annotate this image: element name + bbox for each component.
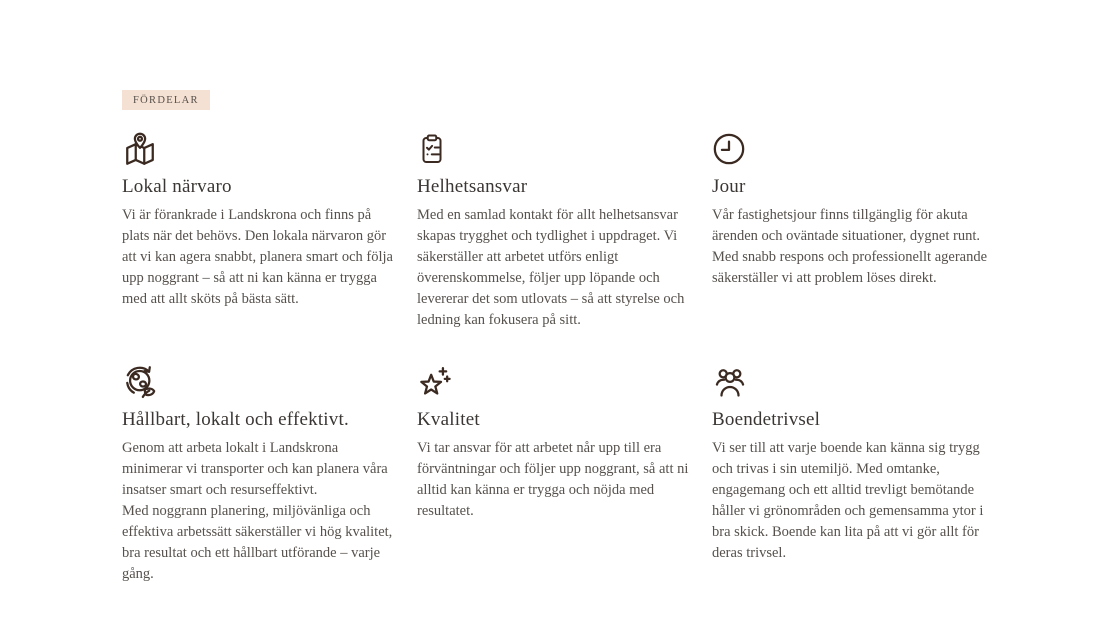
clipboard-checklist-icon bbox=[417, 132, 695, 166]
globe-leaf-icon bbox=[122, 365, 400, 399]
card-body: Vår fastighetsjour finns tillgänglig för akuta ärenden och oväntade situationer, dygnet runt. Med snabb respons och professionellt agerande säkerställer vi att problem löses direkt. bbox=[712, 207, 988, 286]
card-title: Jour bbox=[712, 176, 746, 197]
star-sparkles-icon bbox=[417, 365, 695, 399]
benefit-card-boendetrivsel bbox=[712, 365, 990, 585]
card-title: Lokal närvaro bbox=[122, 176, 232, 197]
card-title: Hållbart, lokalt och effektivt. bbox=[122, 409, 349, 430]
benefit-card-lokal-narvaro bbox=[122, 132, 400, 331]
benefit-card-helhetsansvar bbox=[417, 132, 695, 331]
card-body: Med en samlad kontakt för allt helhetsansvar skapas trygghet och tydlighet i uppdraget. Vi säkerställer att arbetet utförs enligt överenskommelse, följer upp löpande och levererar det som utlovats – så att styrelse och ledning kan fokusera på sitt. bbox=[417, 207, 685, 328]
people-group-icon bbox=[712, 365, 990, 399]
benefit-card-jour bbox=[712, 132, 990, 331]
card-body: Vi ser till att varje boende kan känna sig trygg och trivas i sin utemiljö. Med omtanke, engagemang och ett alltid trevligt bemötande håller vi grönområden och gemensamma ytor i bra skick. Boende kan lita på att vi gör allt för deras trivsel. bbox=[712, 440, 984, 561]
card-body: Vi tar ansvar för att arbetet når upp till era förväntningar och följer upp noggrant, så att ni alltid kan känna er trygga och nöjda med resultatet. bbox=[417, 440, 689, 519]
clock-icon bbox=[712, 132, 990, 166]
card-title: Kvalitet bbox=[417, 409, 480, 430]
section-badge: FÖRDELAR bbox=[122, 90, 210, 110]
map-pin-icon bbox=[122, 132, 400, 166]
benefit-card-kvalitet bbox=[417, 365, 695, 585]
benefit-card-hallbart bbox=[122, 365, 400, 585]
card-body-paragraph: Med noggrann planering, miljövänliga och effektiva arbetssätt säkerställer vi hög kvalitet, bra resultat och ett hållbart utförande – varje gång. bbox=[122, 503, 393, 582]
card-title: Boendetrivsel bbox=[712, 409, 821, 430]
benefits-grid bbox=[122, 132, 990, 585]
card-body: Vi är förankrade i Landskrona och finns på plats när det behövs. Den lokala närvaron gör att vi kan agera snabbt, planera smart och följa upp noggrant – så att ni kan känna er trygga med att allt sköts på bästa sätt. bbox=[122, 207, 393, 307]
card-body bbox=[122, 438, 400, 585]
card-body-paragraph: Genom att arbeta lokalt i Landskrona minimerar vi transporter och kan planera våra insatser smart och resurseffektivt. bbox=[122, 440, 388, 498]
card-title: Helhetsansvar bbox=[417, 176, 528, 197]
